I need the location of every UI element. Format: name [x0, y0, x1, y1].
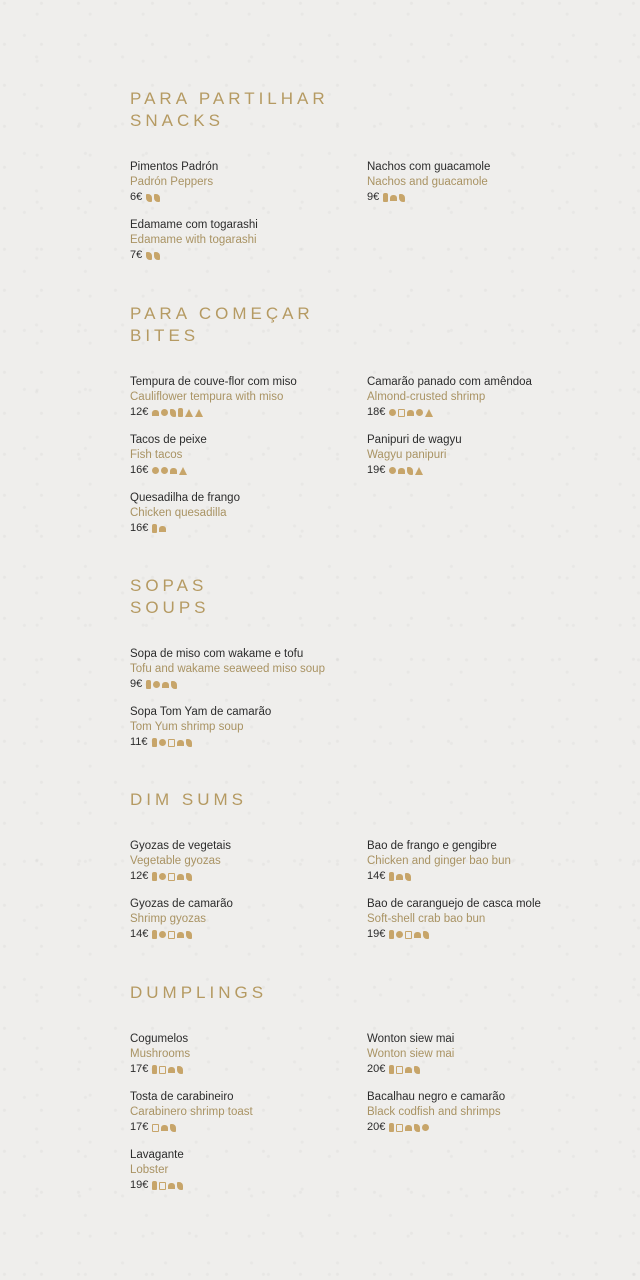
- item-translation: Tofu and wakame seaweed miso soup: [130, 663, 325, 675]
- item-name: Cogumelos: [130, 1033, 189, 1045]
- item-name: Bao de frango e gengibre: [367, 840, 497, 852]
- menu-section: [130, 982, 610, 1191]
- pepper-icon: [186, 873, 192, 881]
- gluten-icon: [405, 1067, 412, 1073]
- soy-icon: [153, 681, 160, 688]
- price-line: [130, 190, 360, 205]
- soy-icon: [159, 931, 166, 938]
- price-line: [130, 405, 360, 420]
- crustacean-icon: [168, 931, 175, 939]
- menu-item: [130, 705, 360, 750]
- gluten-icon: [168, 1067, 175, 1073]
- price-line: [130, 248, 360, 263]
- soy-icon: [396, 931, 403, 938]
- item-price: 6€: [130, 191, 143, 203]
- item-translation: Shrimp gyozas: [130, 913, 207, 925]
- crustacean-icon: [396, 1066, 403, 1074]
- milk-icon: [146, 680, 151, 689]
- pepper-icon: [414, 1066, 420, 1074]
- milk-icon: [389, 872, 394, 881]
- price-line: [367, 869, 597, 884]
- price-line: [130, 1062, 360, 1077]
- item-name: Nachos com guacamole: [367, 161, 491, 173]
- section-title-en: SOUPS: [130, 598, 210, 617]
- pepper-icon: [146, 252, 152, 260]
- milk-icon: [152, 1065, 157, 1074]
- item-translation: Wonton siew mai: [367, 1048, 455, 1060]
- section-title: [130, 88, 610, 132]
- egg-icon: [389, 467, 396, 474]
- item-translation: Padrón Peppers: [130, 176, 214, 188]
- crustacean-icon: [159, 1182, 166, 1190]
- gluten-icon: [162, 682, 169, 688]
- menu-item: [367, 1032, 597, 1077]
- item-price: 9€: [367, 191, 380, 203]
- nut-icon: [416, 409, 423, 416]
- gluten-icon: [396, 874, 403, 880]
- menu-item: [130, 491, 360, 536]
- sesame-icon: [178, 408, 183, 417]
- item-price: 7€: [130, 249, 143, 261]
- pepper-icon: [146, 194, 152, 202]
- menu-item: [367, 897, 597, 942]
- egg-icon: [152, 467, 159, 474]
- bottle-icon: [185, 409, 193, 417]
- item-price: 17€: [130, 1121, 149, 1133]
- price-line: [130, 927, 360, 942]
- gluten-icon: [161, 1125, 168, 1131]
- milk-icon: [152, 1181, 157, 1190]
- item-price: 19€: [367, 928, 386, 940]
- vegan-icon: [195, 409, 203, 417]
- leaf-icon: [399, 194, 405, 202]
- section-title-pt: DIM SUMS: [130, 790, 247, 809]
- price-line: [130, 1178, 360, 1193]
- item-price: 12€: [130, 406, 149, 418]
- section-title-en: SNACKS: [130, 111, 224, 130]
- item-translation: Black codfish and shrimps: [367, 1106, 501, 1118]
- item-translation: Nachos and guacamole: [367, 176, 488, 188]
- item-price: 12€: [130, 870, 149, 882]
- milk-icon: [389, 1065, 394, 1074]
- item-name: Sopa Tom Yam de camarão: [130, 706, 272, 718]
- crustacean-icon: [398, 409, 405, 417]
- pepper-icon: [170, 409, 176, 417]
- gluten-icon: [177, 740, 184, 746]
- pepper-icon: [177, 1182, 183, 1190]
- gluten-icon: [390, 195, 397, 201]
- item-translation: Soft-shell crab bao bun: [367, 913, 486, 925]
- item-translation: Mushrooms: [130, 1048, 191, 1060]
- soy-icon: [159, 873, 166, 880]
- price-line: [367, 405, 597, 420]
- menu-item: [367, 160, 597, 205]
- menu-item: [367, 375, 597, 420]
- item-name: Camarão panado com amêndoa: [367, 376, 532, 388]
- section-title: [130, 575, 610, 619]
- section-title: [130, 982, 610, 1004]
- section-title-pt: PARA PARTILHAR: [130, 89, 329, 108]
- egg-icon: [389, 409, 396, 416]
- menu-item: [130, 1090, 360, 1135]
- item-name: Tempura de couve-flor com miso: [130, 376, 297, 388]
- menu-section: [130, 575, 610, 748]
- item-name: Gyozas de vegetais: [130, 840, 232, 852]
- item-translation: Edamame with togarashi: [130, 234, 257, 246]
- pepper-icon: [423, 931, 429, 939]
- gluten-icon: [170, 468, 177, 474]
- item-price: 14€: [367, 870, 386, 882]
- item-name: Wonton siew mai: [367, 1033, 455, 1045]
- pepper-icon: [407, 467, 413, 475]
- menu-item: [130, 218, 360, 263]
- item-price: 19€: [367, 464, 386, 476]
- milk-icon: [152, 524, 157, 533]
- price-line: [367, 1120, 597, 1135]
- pepper-icon: [170, 1124, 176, 1132]
- menu-item: [130, 647, 360, 692]
- item-translation: Wagyu panipuri: [367, 449, 447, 461]
- menu-item: [130, 160, 360, 205]
- item-price: 20€: [367, 1121, 386, 1133]
- price-line: [130, 521, 360, 536]
- price-line: [367, 190, 597, 205]
- crustacean-icon: [405, 931, 412, 939]
- milk-icon: [383, 193, 388, 202]
- leaf-icon: [154, 194, 160, 202]
- gluten-icon: [177, 874, 184, 880]
- gluten-icon: [159, 526, 166, 532]
- section-title-pt: PARA COMEÇAR: [130, 304, 314, 323]
- section-title: [130, 303, 610, 347]
- item-name: Lavagante: [130, 1149, 184, 1161]
- menu-item: [130, 897, 360, 942]
- item-translation: Carabinero shrimp toast: [130, 1106, 253, 1118]
- pepper-icon: [414, 1124, 420, 1132]
- bottle-icon: [179, 467, 187, 475]
- milk-icon: [389, 930, 394, 939]
- price-line: [130, 869, 360, 884]
- crustacean-icon: [168, 739, 175, 747]
- soy-icon: [159, 739, 166, 746]
- item-price: 9€: [130, 678, 143, 690]
- section-title: [130, 789, 610, 811]
- gluten-icon: [152, 410, 159, 416]
- item-price: 14€: [130, 928, 149, 940]
- item-name: Pimentos Padrón: [130, 161, 219, 173]
- menu-item: [367, 1090, 597, 1135]
- item-price: 17€: [130, 1063, 149, 1075]
- price-line: [367, 1062, 597, 1077]
- item-name: Tosta de carabineiro: [130, 1091, 234, 1103]
- item-translation: Lobster: [130, 1164, 169, 1176]
- price-line: [130, 463, 360, 478]
- menu-item: [367, 433, 597, 478]
- item-name: Edamame com togarashi: [130, 219, 258, 231]
- item-name: Bao de caranguejo de casca mole: [367, 898, 541, 910]
- section-title-pt: SOPAS: [130, 576, 208, 595]
- milk-icon: [389, 1123, 394, 1132]
- menu-item: [130, 433, 360, 478]
- menu-item: [130, 375, 360, 420]
- price-line: [130, 1120, 360, 1135]
- crustacean-icon: [168, 873, 175, 881]
- crustacean-icon: [396, 1124, 403, 1132]
- pepper-icon: [186, 739, 192, 747]
- crustacean-icon: [159, 1066, 166, 1074]
- item-translation: Cauliflower tempura with miso: [130, 391, 284, 403]
- price-line: [367, 463, 597, 478]
- item-translation: Almond-crusted shrimp: [367, 391, 486, 403]
- nut-icon: [422, 1124, 429, 1131]
- item-translation: Chicken and ginger bao bun: [367, 855, 511, 867]
- item-name: Bacalhau negro e camarão: [367, 1091, 506, 1103]
- menu-section: [130, 88, 610, 261]
- item-price: 20€: [367, 1063, 386, 1075]
- menu-item: [130, 1148, 360, 1193]
- pepper-icon: [405, 873, 411, 881]
- menu-item: [130, 839, 360, 884]
- fish-icon: [161, 467, 168, 474]
- item-price: 18€: [367, 406, 386, 418]
- price-line: [130, 677, 360, 692]
- gluten-icon: [168, 1183, 175, 1189]
- item-name: Gyozas de camarão: [130, 898, 233, 910]
- menu-section: [130, 789, 610, 940]
- pepper-icon: [171, 681, 177, 689]
- section-title-pt: DUMPLINGS: [130, 983, 268, 1002]
- item-price: 16€: [130, 522, 149, 534]
- milk-icon: [152, 872, 157, 881]
- item-translation: Chicken quesadilla: [130, 507, 227, 519]
- item-translation: Fish tacos: [130, 449, 183, 461]
- bottle-icon: [415, 467, 423, 475]
- item-translation: Tom Yum shrimp soup: [130, 721, 244, 733]
- leaf-icon: [154, 252, 160, 260]
- item-name: Tacos de peixe: [130, 434, 207, 446]
- gluten-icon: [414, 932, 421, 938]
- item-name: Sopa de miso com wakame e tofu: [130, 648, 304, 660]
- menu-item: [367, 839, 597, 884]
- gluten-icon: [407, 410, 414, 416]
- bottle-icon: [425, 409, 433, 417]
- soy-icon: [161, 409, 168, 416]
- milk-icon: [152, 930, 157, 939]
- item-price: 16€: [130, 464, 149, 476]
- item-price: 19€: [130, 1179, 149, 1191]
- item-price: 11€: [130, 736, 148, 748]
- crustacean-icon: [152, 1124, 159, 1132]
- gluten-icon: [398, 468, 405, 474]
- menu-section: [130, 303, 610, 534]
- pepper-icon: [186, 931, 192, 939]
- section-title-en: BITES: [130, 326, 200, 345]
- gluten-icon: [177, 932, 184, 938]
- menu-item: [130, 1032, 360, 1077]
- gluten-icon: [405, 1125, 412, 1131]
- item-name: Quesadilha de frango: [130, 492, 240, 504]
- milk-icon: [152, 738, 157, 747]
- price-line: [367, 927, 597, 942]
- item-translation: Vegetable gyozas: [130, 855, 221, 867]
- price-line: [130, 735, 360, 750]
- pepper-icon: [177, 1066, 183, 1074]
- item-name: Panipuri de wagyu: [367, 434, 462, 446]
